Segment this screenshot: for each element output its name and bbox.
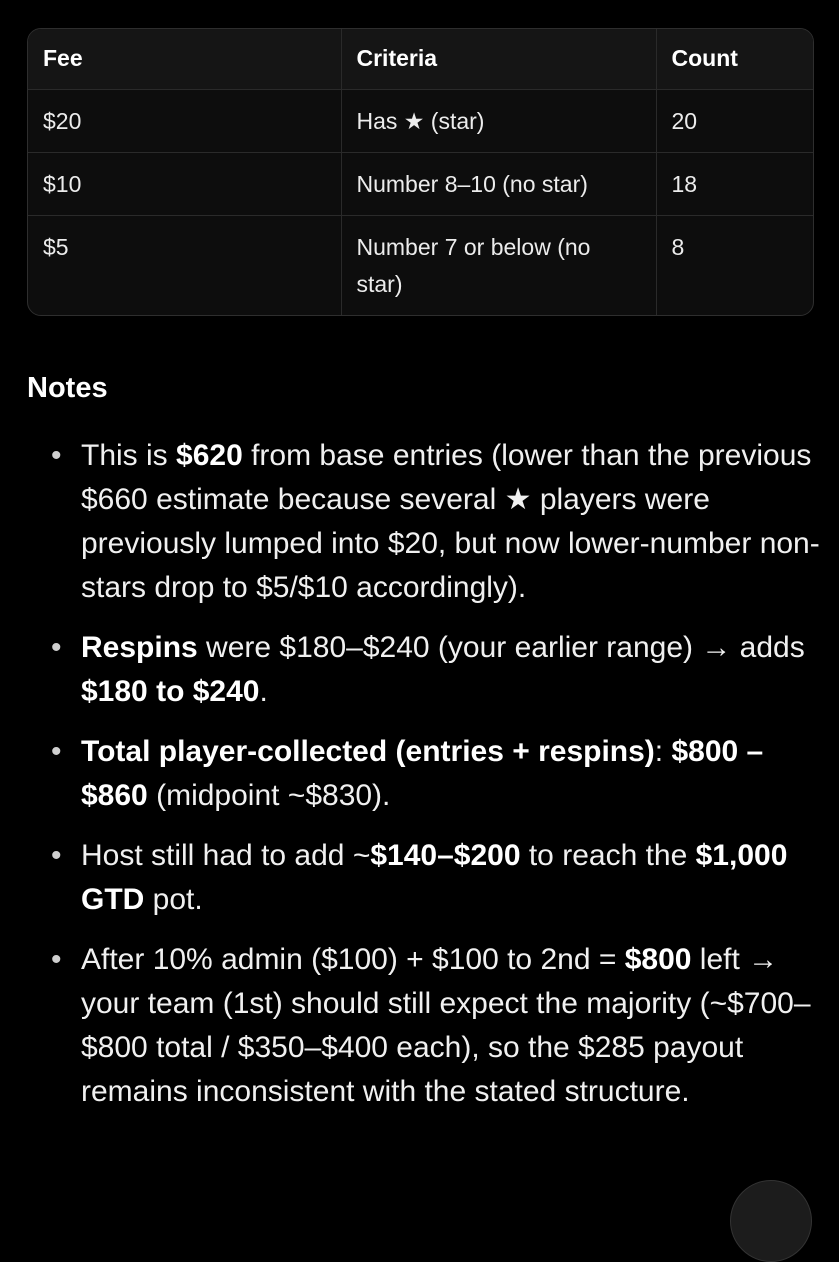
- bullet-icon: •: [51, 631, 62, 664]
- note-bold-text: $800 – $860: [81, 735, 764, 812]
- header-fee: Fee: [28, 29, 341, 90]
- note-text: After 10% admin ($100) + $100 to 2nd =: [81, 943, 625, 976]
- note-item: [27, 834, 827, 922]
- cell-criteria: Number 8–10 (no star): [341, 153, 656, 216]
- bullet-icon: •: [51, 439, 62, 472]
- note-text: This is: [81, 439, 177, 472]
- note-text: :: [654, 735, 672, 768]
- note-text: to reach the: [520, 839, 696, 872]
- note-item: [27, 626, 827, 714]
- note-text: were $180–$240 (your earlier range) → adds: [197, 631, 805, 664]
- table-row: [28, 90, 813, 153]
- note-bold-text: $1,000 GTD: [81, 839, 788, 916]
- bullet-icon: •: [51, 839, 62, 872]
- cell-criteria: Number 7 or below (no star): [341, 216, 656, 316]
- note-text: pot.: [144, 883, 203, 916]
- note-text: from base entries (lower than the previous $660 estimate because several ★ players were previously lumped into $20, but now lower-number non-stars drop to $5/$10 accordingly).: [81, 439, 820, 604]
- cell-count: 8: [671, 234, 685, 260]
- header-criteria: Criteria: [341, 29, 656, 90]
- bullet-icon: •: [51, 735, 62, 768]
- note-bold-text: $800: [624, 943, 692, 976]
- header-count: Count: [656, 29, 813, 90]
- note-text: Host still had to add ~: [81, 839, 371, 872]
- note-bold-text: $180 to $240: [81, 675, 260, 708]
- cell-count: 18: [656, 153, 813, 216]
- note-bold-text: Respins: [81, 631, 198, 664]
- fee-table-container: [27, 28, 814, 316]
- cell-fee: $20: [28, 90, 341, 153]
- notes-heading: Notes: [27, 372, 108, 404]
- note-bold-text: $620: [176, 439, 243, 472]
- bullet-icon: •: [51, 943, 62, 976]
- cell-criteria: Has ★ (star): [341, 90, 656, 153]
- note-item: [27, 434, 827, 610]
- scroll-down-button[interactable]: [730, 1180, 812, 1262]
- cell-fee: $10: [28, 153, 341, 216]
- note-item: [27, 730, 827, 818]
- note-text: left → your team (1st) should still expect the majority (~$700–$800 total / $350–$400 each), so the $285 payout remains inconsistent with the stated structure.: [81, 943, 811, 1108]
- note-item: [27, 938, 827, 1114]
- note-bold-text: Total player-collected (entries + respins): [81, 735, 655, 768]
- note-text: .: [259, 675, 268, 708]
- note-text: (midpoint ~$830).: [147, 779, 391, 812]
- note-bold-text: $140–$200: [370, 839, 521, 872]
- cell-count: 20: [656, 90, 813, 153]
- cell-fee: $5: [28, 216, 341, 316]
- table-row: [28, 216, 813, 316]
- table-header-row: [28, 29, 813, 90]
- notes-list: [27, 434, 827, 1130]
- table-row: [28, 153, 813, 216]
- fee-table: [28, 29, 813, 315]
